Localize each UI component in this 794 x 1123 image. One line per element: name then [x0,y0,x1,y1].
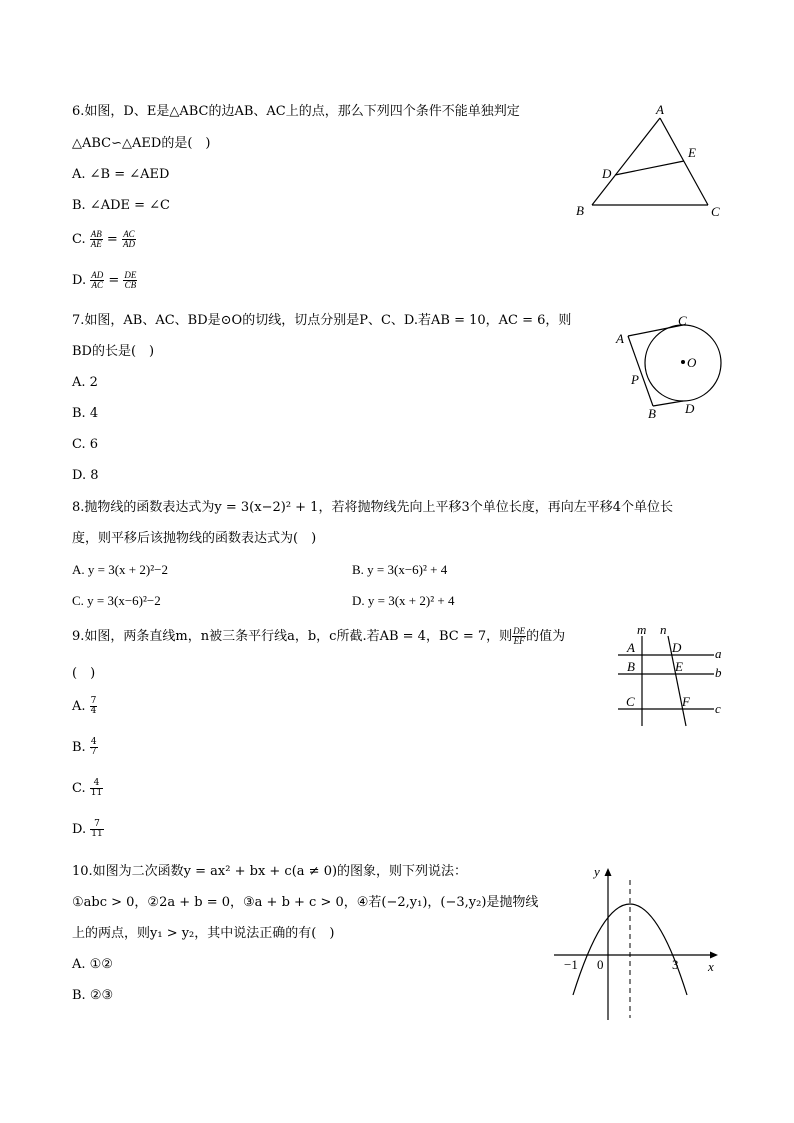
q6-stem-line1: 6.如图，D、E是△ABC的边AB、AC上的点，那么下列四个条件不能单独判定 [72,104,520,119]
q7-option-c: C. 6 [72,437,99,452]
q7-option-d: D. 8 [72,468,99,483]
q9-stem-tail: 的值为 [526,629,566,644]
label-y: y [594,864,600,879]
y-axis-arrow [605,868,612,876]
q6-option-c-fraction-2: $\frac{AC}{AD}$ [122,229,135,249]
q6-option-c-fraction-1: $\frac{AB}{AE}$ [90,229,102,249]
q9-stem-text: 9.如图，两条直线m，n被三条平行线a，b，c所截.若AB = 4，BC = 7，则 [72,629,513,644]
label-e: E [688,145,696,160]
q6-option-d-prefix: D. [72,273,87,288]
q9-option-b-prefix: B. [72,740,86,755]
q6-option-d-fraction-1: $\frac{AD}{AC}$ [91,270,104,290]
q9-stem-line2: ( ) [72,666,96,681]
q9-option-d-prefix: D. [72,822,87,837]
x-axis-arrow [710,952,718,959]
q9-option-c-prefix: C. [72,781,86,796]
label-three: 3 [672,957,679,972]
q6-option-a: A. ∠B = ∠AED [72,167,170,182]
label-zero: 0 [597,957,604,972]
q7-stem-line2: BD的长是( ) [72,344,155,359]
label-E: E [675,659,683,674]
q9-option-a-prefix: A. [72,699,86,714]
q10-option-b: B. ②③ [72,988,114,1003]
q9-option-c-fraction: $\frac{4}{11}$ [90,778,103,798]
label-d: D [602,166,612,181]
q6-option-c-equals: = [106,232,118,247]
q10-option-a: A. ①② [72,957,113,972]
label-a: A [656,102,664,117]
q10-stem-line1: 10.如图为二次函数y = ax² + bx + c(a ≠ 0)的图象，则下列说法： [72,864,468,879]
label-c-line: c [715,701,721,716]
q9-option-b [72,738,98,757]
q9-stem-fraction: $\frac{DE}{EF}$ [513,626,526,646]
q7-option-a: A. 2 [72,375,98,390]
label-n: n [660,622,667,637]
q6-triangle-figure [570,100,730,225]
label-F: F [682,694,690,709]
label-B: B [627,659,635,674]
label-o: O [687,355,697,370]
q6-option-d-equals: = [108,273,120,288]
label-c: C [711,204,720,219]
side-ba [592,118,660,205]
label-b-line: b [715,665,722,680]
q6-option-c [72,230,136,249]
q6-option-d-fraction-2: $\frac{DE}{CB}$ [124,270,137,290]
label-m: m [637,622,647,637]
q8-option-b: B. y = 3(x−6)² + 4 [352,562,448,577]
label-neg1: −1 [564,957,578,972]
q7-stem-line1: 7.如图，AB、AC、BD是⊙O的切线，切点分别是P、C、D.若AB = 10，AC = 6，则 [72,313,572,328]
label-c: C [678,313,687,328]
q6-option-b: B. ∠ADE = ∠C [72,198,171,213]
label-b: B [576,203,584,218]
q7-tangent-circle-figure [610,310,740,425]
label-a-line: a [715,646,722,661]
q9-option-d-fraction: $\frac{7}{11}$ [91,819,103,839]
label-d: D [685,401,695,416]
q8-option-a: A. y = 3(x + 2)²−2 [72,562,168,577]
label-b: B [648,406,656,421]
q9-option-d [72,820,104,839]
q9-option-b-fraction: $\frac{4}{7}$ [90,737,97,757]
q9-parallel-lines-figure [612,620,732,730]
label-D: D [672,640,682,655]
tangent-ac [628,325,683,336]
q8-option-d: D. y = 3(x + 2)² + 4 [352,593,455,608]
tangent-bd [653,401,683,406]
q9-option-a [72,697,97,716]
q10-parabola-figure [550,860,730,1025]
q8-option-c: C. y = 3(x−6)²−2 [72,593,161,608]
q6-option-d [72,271,137,290]
q6-option-c-prefix: C. [72,232,86,247]
q6-stem-line2: △ABC∽△AED的是( ) [72,136,211,151]
q9-option-c [72,779,103,798]
label-a: A [616,331,624,346]
q7-option-b: B. 4 [72,406,99,421]
q10-stem-line3: 上的两点，则y₁ > y₂，其中说法正确的有( ) [72,926,335,941]
label-C: C [626,694,635,709]
q10-stem-line2: ①abc > 0，②2a + b = 0，③a + b + c > 0，④若(−2,y₁)，(−3,y₂)是抛物线 [72,895,539,910]
label-x: x [708,959,714,974]
q8-stem-line2: 度，则平移后该抛物线的函数表达式为( ) [72,531,317,546]
label-p: P [631,372,639,387]
q8-stem-line1: 8.抛物线的函数表达式为y = 3(x−2)² + 1，若将抛物线先向上平移3个单位长度，再向左平移4个单位长 [72,500,673,515]
center-dot [681,360,685,364]
label-A: A [627,640,635,655]
q9-option-a-fraction: $\frac{7}{4}$ [90,696,97,716]
q9-stem-line1 [72,627,565,646]
